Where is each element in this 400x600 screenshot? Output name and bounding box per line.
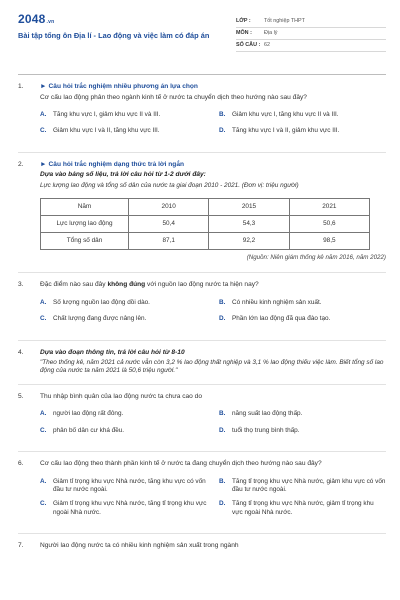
- table-cell: 54,3: [209, 216, 289, 233]
- table-cell: 98,5: [289, 233, 369, 250]
- question-text: Cơ cấu lao động phân theo ngành kinh tế ở nước ta chuyển dịch theo hướng nào sau đây?: [40, 93, 307, 101]
- document-header: [18, 12, 386, 68]
- question-body: [40, 349, 386, 376]
- option-letter: C.: [40, 500, 47, 508]
- question-number: 3.: [18, 281, 24, 289]
- question-3: [18, 281, 386, 331]
- option-letter: A.: [40, 298, 47, 306]
- question-7: [18, 542, 386, 551]
- question-text-end: với nguồn lao động nước ta hiện nay?: [145, 281, 259, 289]
- option-letter: D.: [219, 127, 226, 135]
- table-header-cell: 2015: [209, 199, 289, 216]
- question-4: [18, 349, 386, 376]
- option-text: Giảm khu vực I, tăng khu vực II và III.: [232, 111, 339, 119]
- question-number: 7.: [18, 541, 24, 549]
- answer-option-d[interactable]: [219, 500, 386, 517]
- question-text-start: Đặc điểm nào sau đây: [40, 281, 108, 289]
- question-6: [18, 460, 386, 525]
- table-cell: 50,4: [129, 216, 209, 233]
- option-letter: B.: [219, 410, 226, 418]
- document-title: Bài tập tổng ôn Địa lí - Lao động và việc làm có đáp án: [18, 30, 210, 40]
- answer-option-c[interactable]: [40, 500, 207, 517]
- option-text: người lao động rất đông.: [53, 410, 124, 418]
- question-text: Cơ cấu lao động theo thành phần kinh tế ở nước ta đang chuyển dịch theo hướng nào sau đây?: [40, 459, 322, 467]
- site-logo[interactable]: [18, 12, 209, 28]
- info-passage: "Theo thống kê, năm 2021 cả nước vẫn còn 3,2 % lao động thất nghiệp và 3,1 % lao động thiếu việc làm. Biết tổng số lao động của nước ta năm 2021 là 50,6 triệu người.": [40, 359, 384, 375]
- question-text: [40, 281, 386, 290]
- header-divider: [18, 74, 386, 75]
- logo-text: 2048: [18, 12, 46, 26]
- answer-options: [40, 299, 386, 324]
- data-table: [40, 198, 370, 250]
- question-number: 2.: [18, 160, 24, 168]
- meta-key: MÔN :: [236, 29, 252, 36]
- question-number: 4.: [18, 348, 24, 356]
- question-body: [40, 161, 386, 265]
- table-cell: Tổng số dân: [41, 233, 129, 250]
- table-header-cell: 2021: [289, 199, 369, 216]
- option-text: Có nhiều kinh nghiệm sản xuất.: [232, 298, 322, 306]
- answer-option-c[interactable]: [40, 315, 207, 323]
- option-letter: D.: [219, 426, 226, 434]
- option-text: tuổi thọ trung bình thấp.: [232, 426, 300, 434]
- option-letter: D.: [219, 500, 226, 508]
- document-meta: [236, 16, 386, 52]
- option-letter: C.: [40, 426, 47, 434]
- option-text: Phần lớn lao động đã qua đào tạo.: [232, 315, 331, 323]
- question-number: 5.: [18, 392, 24, 400]
- answer-option-c[interactable]: [40, 427, 207, 435]
- question-separator: [18, 451, 386, 452]
- meta-key: SỐ CÂU :: [236, 41, 261, 48]
- meta-row-count: [236, 40, 386, 52]
- option-text: Tăng tỉ trọng khu vực Nhà nước, giảm khu vực có vốn đầu tư nước ngoài.: [232, 477, 386, 493]
- question-number: 6.: [18, 459, 24, 467]
- answer-option-b[interactable]: [219, 111, 386, 119]
- question-body: [40, 83, 386, 144]
- question-separator: [18, 272, 386, 273]
- question-heading: Dựa vào đoạn thông tin, trả lời câu hỏi từ 8-10: [40, 348, 185, 356]
- meta-value: Địa lý: [264, 29, 278, 36]
- meta-key: LỚP :: [236, 17, 251, 24]
- meta-value: 62: [264, 41, 270, 48]
- option-text: Số lượng nguồn lao động dồi dào.: [53, 298, 150, 306]
- question-text: Người lao động nước ta có nhiều kinh nghiệm sản xuất trong ngành: [40, 541, 239, 549]
- answer-option-d[interactable]: [219, 427, 386, 435]
- table-header-cell: Năm: [41, 199, 129, 216]
- brand-block: [18, 12, 209, 40]
- table-row: [41, 233, 370, 250]
- table-caption: Lực lượng lao động và tổng số dân của nước ta giai đoạn 2010 - 2021. (Đơn vị: triệu người): [40, 181, 299, 189]
- question-text-emphasis: không đúng: [107, 281, 146, 289]
- answer-option-a[interactable]: [40, 111, 207, 119]
- meta-value: Tốt nghiệp THPT: [264, 17, 305, 24]
- table-cell: Lực lượng lao động: [41, 216, 129, 233]
- option-letter: A.: [40, 111, 47, 119]
- meta-row-subject: [236, 28, 386, 40]
- question-2: [18, 161, 386, 265]
- answer-option-b[interactable]: [219, 299, 386, 307]
- option-text: Giảm tỉ trọng khu vực Nhà nước, tăng khu vực có vốn đầu tư nước ngoài.: [53, 477, 206, 493]
- question-number: 1.: [18, 83, 24, 90]
- answer-option-b[interactable]: [219, 410, 386, 418]
- option-letter: D.: [219, 315, 226, 323]
- answer-option-a[interactable]: [40, 299, 207, 307]
- question-separator: [18, 384, 386, 385]
- question-1: [18, 83, 386, 144]
- answer-option-c[interactable]: [40, 127, 207, 135]
- table-source: (Nguồn: Niên giám thống kê năm 2016, năm 2022): [246, 254, 386, 262]
- table-row: [41, 216, 370, 233]
- table-header-row: [41, 199, 370, 216]
- option-letter: C.: [40, 127, 47, 135]
- option-letter: A.: [40, 410, 47, 418]
- option-text: Giảm khu vực I và II, tăng khu vực III.: [53, 127, 160, 135]
- answer-option-b[interactable]: [219, 478, 386, 495]
- table-header-cell: 2010: [129, 199, 209, 216]
- question-body: [40, 393, 386, 443]
- option-text: phân bố dân cư khá đều.: [53, 426, 125, 434]
- option-text: năng suất lao động thấp.: [232, 410, 303, 418]
- question-heading-text: Câu hỏi trắc nghiệm dạng thức trả lời ngắn: [48, 160, 185, 168]
- arrow-icon: ►: [40, 83, 47, 90]
- question-separator: [18, 533, 386, 534]
- answer-options: [40, 478, 386, 517]
- answer-option-a[interactable]: [40, 478, 207, 495]
- meta-row-class: [236, 16, 386, 28]
- option-letter: A.: [40, 477, 47, 485]
- question-heading-text: Câu hỏi trắc nghiệm nhiều phương án lựa chọn: [48, 83, 198, 90]
- answer-options: [40, 111, 386, 136]
- option-text: Tăng tỉ trọng khu vực Nhà nước, giảm tỉ trọng khu vực ngoài Nhà nước.: [232, 500, 374, 516]
- question-text: Thu nhập bình quân của lao động nước ta chưa cao do: [40, 392, 202, 400]
- table-cell: 50,6: [289, 216, 369, 233]
- question-separator: [18, 152, 386, 153]
- answer-option-d[interactable]: [219, 127, 386, 135]
- option-text: Tăng khu vực I và II, giảm khu vực III.: [232, 127, 340, 135]
- arrow-icon: ►: [40, 160, 47, 168]
- answer-option-d[interactable]: [219, 315, 386, 323]
- question-5: [18, 393, 386, 443]
- option-letter: B.: [219, 111, 226, 119]
- option-letter: C.: [40, 315, 47, 323]
- option-text: Tăng khu vực I, giảm khu vực II và III.: [53, 111, 161, 119]
- answer-option-a[interactable]: [40, 410, 207, 418]
- option-text: Giảm tỉ trọng khu vực Nhà nước, tăng tỉ trọng khu vực ngoài Nhà nước.: [53, 500, 207, 516]
- option-letter: B.: [219, 298, 226, 306]
- question-instruction: Dựa vào bảng số liệu, trả lời câu hỏi từ 1-2 dưới đây:: [40, 171, 206, 179]
- question-body: [40, 281, 386, 331]
- option-text: Chất lượng đang được nâng lên.: [53, 315, 147, 323]
- option-letter: B.: [219, 477, 226, 485]
- question-heading: [40, 161, 386, 170]
- table-cell: 87,1: [129, 233, 209, 250]
- logo-suffix: .vn: [46, 19, 55, 25]
- question-heading: [40, 83, 386, 92]
- answer-options: [40, 410, 386, 435]
- question-separator: [18, 340, 386, 341]
- question-body: [40, 542, 386, 551]
- table-cell: 92,2: [209, 233, 289, 250]
- question-body: [40, 460, 386, 525]
